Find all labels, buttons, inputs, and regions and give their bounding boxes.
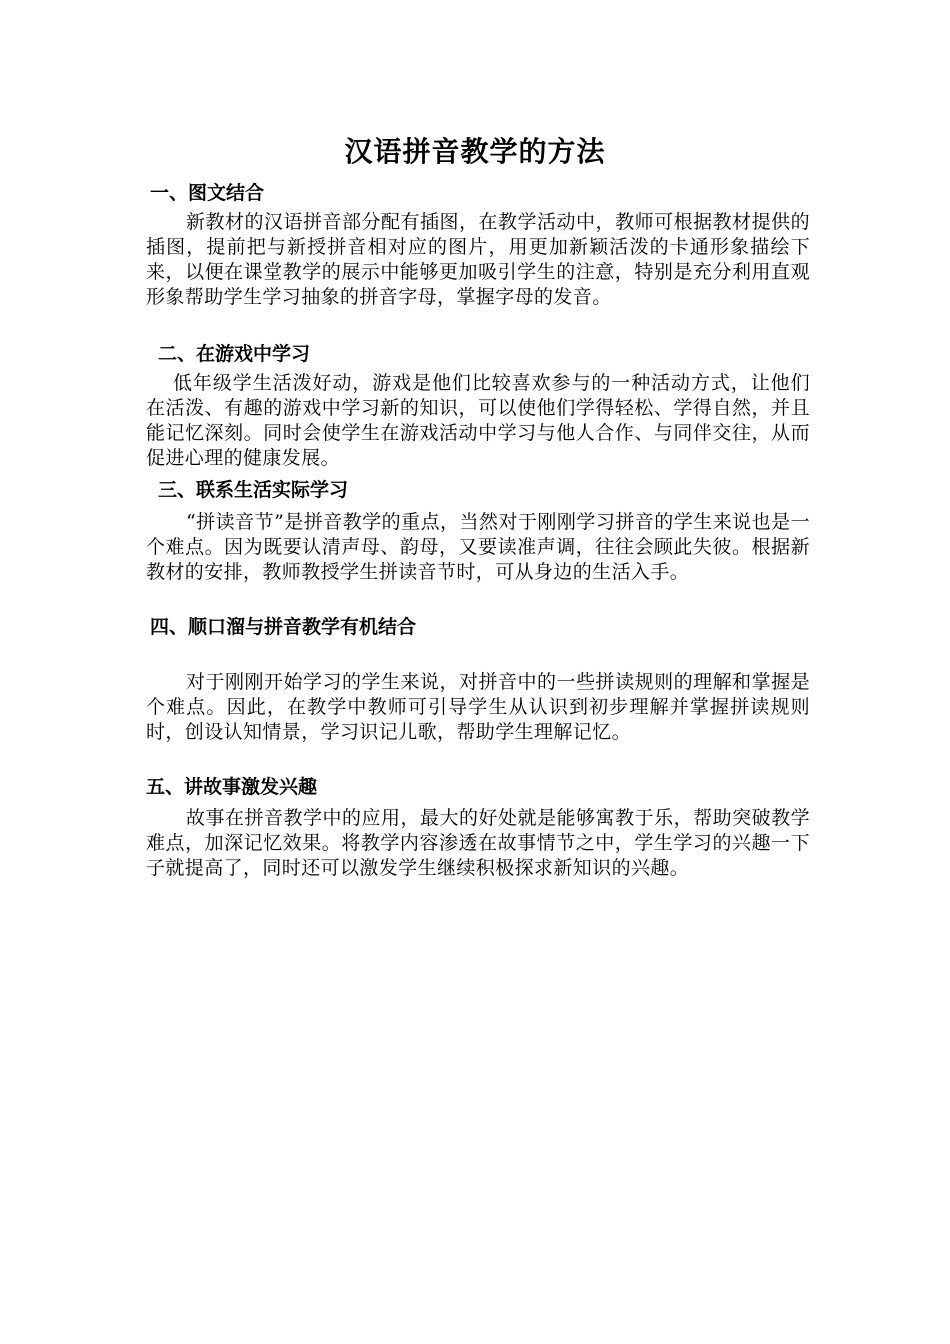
- document-title: 汉语拼音教学的方法: [344, 135, 606, 168]
- section-body-4: 对于刚刚开始学习的学生来说，对拼音中的一些拼读规则的理解和掌握是个难点。因此，在教学中教师可引导学生从认识到初步理解并掌握拼读规则时，创设认知情景，学习识记儿歌，帮助学生理解记忆。: [146, 671, 810, 743]
- section-heading-3: 三、联系生活实际学习: [158, 479, 349, 501]
- section-body-1: 新教材的汉语拼音部分配有插图，在教学活动中，教师可根据教材提供的插图，提前把与新授拼音相对应的图片，用更加新颖活泼的卡通形象描绘下来，以便在课堂教学的展示中能够更加吸引学生的注意，特别是充分利用直观形象帮助学生学习抽象的拼音字母，掌握字母的发音。: [146, 211, 810, 308]
- section-heading-1: 一、图文结合: [150, 182, 265, 204]
- section-heading-5: 五、讲故事激发兴趣: [146, 776, 318, 798]
- section-heading-2: 二、在游戏中学习: [158, 343, 311, 365]
- section-body-2: 低年级学生活泼好动，游戏是他们比较喜欢参与的一种活动方式，让他们在活泼、有趣的游戏中学习新的知识，可以使他们学得轻松、学得自然，并且能记忆深刻。同时会使学生在游戏活动中学习与他人合作、与同伴交往，从而促进心理的健康发展。: [146, 372, 810, 469]
- section-body-5: 故事在拼音教学中的应用，最大的好处就是能够寓教于乐，帮助突破教学难点，加深记忆效果。将教学内容渗透在故事情节之中，学生学习的兴趣一下子就提高了，同时还可以激发学生继续积极探求新知识的兴趣。: [146, 807, 810, 879]
- section-heading-4: 四、顺口溜与拼音教学有机结合: [150, 616, 417, 638]
- section-body-3: “拼读音节”是拼音教学的重点，当然对于刚刚学习拼音的学生来说也是一个难点。因为既要认清声母、韵母，又要读准声调，往往会顾此失彼。根据新教材的安排，教师教授学生拼读音节时，可从身边的生活入手。: [146, 511, 810, 583]
